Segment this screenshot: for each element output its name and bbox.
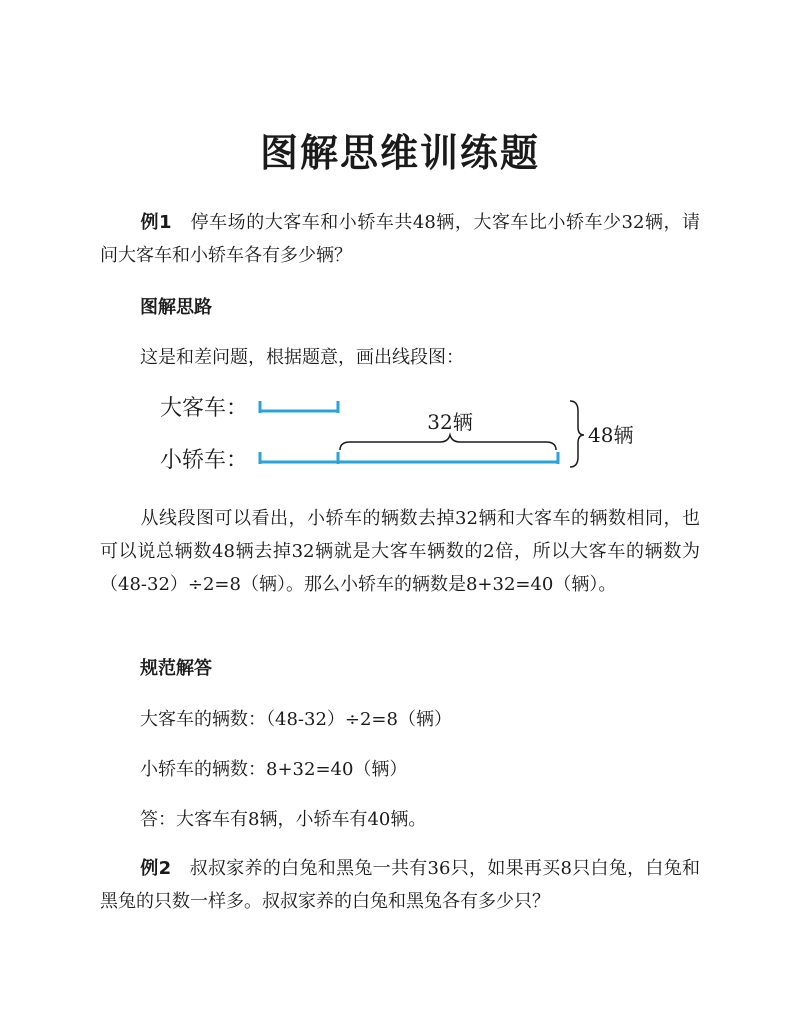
example-2-paragraph [100, 852, 700, 918]
car-segment [260, 452, 558, 464]
solution-heading: 规范解答 [140, 658, 212, 679]
bus-segment [260, 401, 338, 413]
solution-line-1: 大客车的辆数：（48-32）÷2=8（辆） [140, 709, 452, 730]
solution-answer: 答：大客车有8辆，小轿车有40辆。 [140, 809, 427, 830]
example-1-paragraph [100, 206, 700, 272]
bus-label: 大客车： [160, 396, 249, 421]
line-segment-diagram [160, 385, 680, 480]
difference-brace [340, 435, 556, 450]
example-1-label: 例1 [140, 212, 172, 233]
analysis-explanation-text: 从线段图可以看出，小轿车的辆数去掉32辆和大客车的辆数相同，也可以说总辆数48辆去掉32辆就是大客车辆数的2倍，所以大客车的辆数为（48-32）÷2=8（辆）。那么小轿车的辆数是8+32=40（辆）。 [100, 508, 700, 595]
example-2-label: 例2 [140, 858, 172, 879]
car-label: 小轿车： [160, 448, 249, 473]
example-1-text: 停车场的大客车和小轿车共48辆，大客车比小轿车少32辆，请问大客车和小轿车各有多少辆？ [100, 212, 700, 266]
difference-label: 32辆 [427, 410, 473, 434]
total-label: 48辆 [588, 423, 634, 447]
example-2-text: 叔叔家养的白兔和黑兔一共有36只，如果再买8只白兔，白兔和黑兔的只数一样多。叔叔家养的白兔和黑兔各有多少只？ [100, 858, 701, 912]
page-title: 图解思维训练题 [259, 131, 540, 175]
analysis-intro: 这是和差问题，根据题意，画出线段图： [140, 347, 464, 368]
analysis-explanation [100, 502, 700, 601]
solution-line-2: 小轿车的辆数：8+32=40（辆） [140, 759, 408, 780]
total-brace [570, 401, 584, 467]
analysis-heading: 图解思路 [140, 297, 212, 318]
